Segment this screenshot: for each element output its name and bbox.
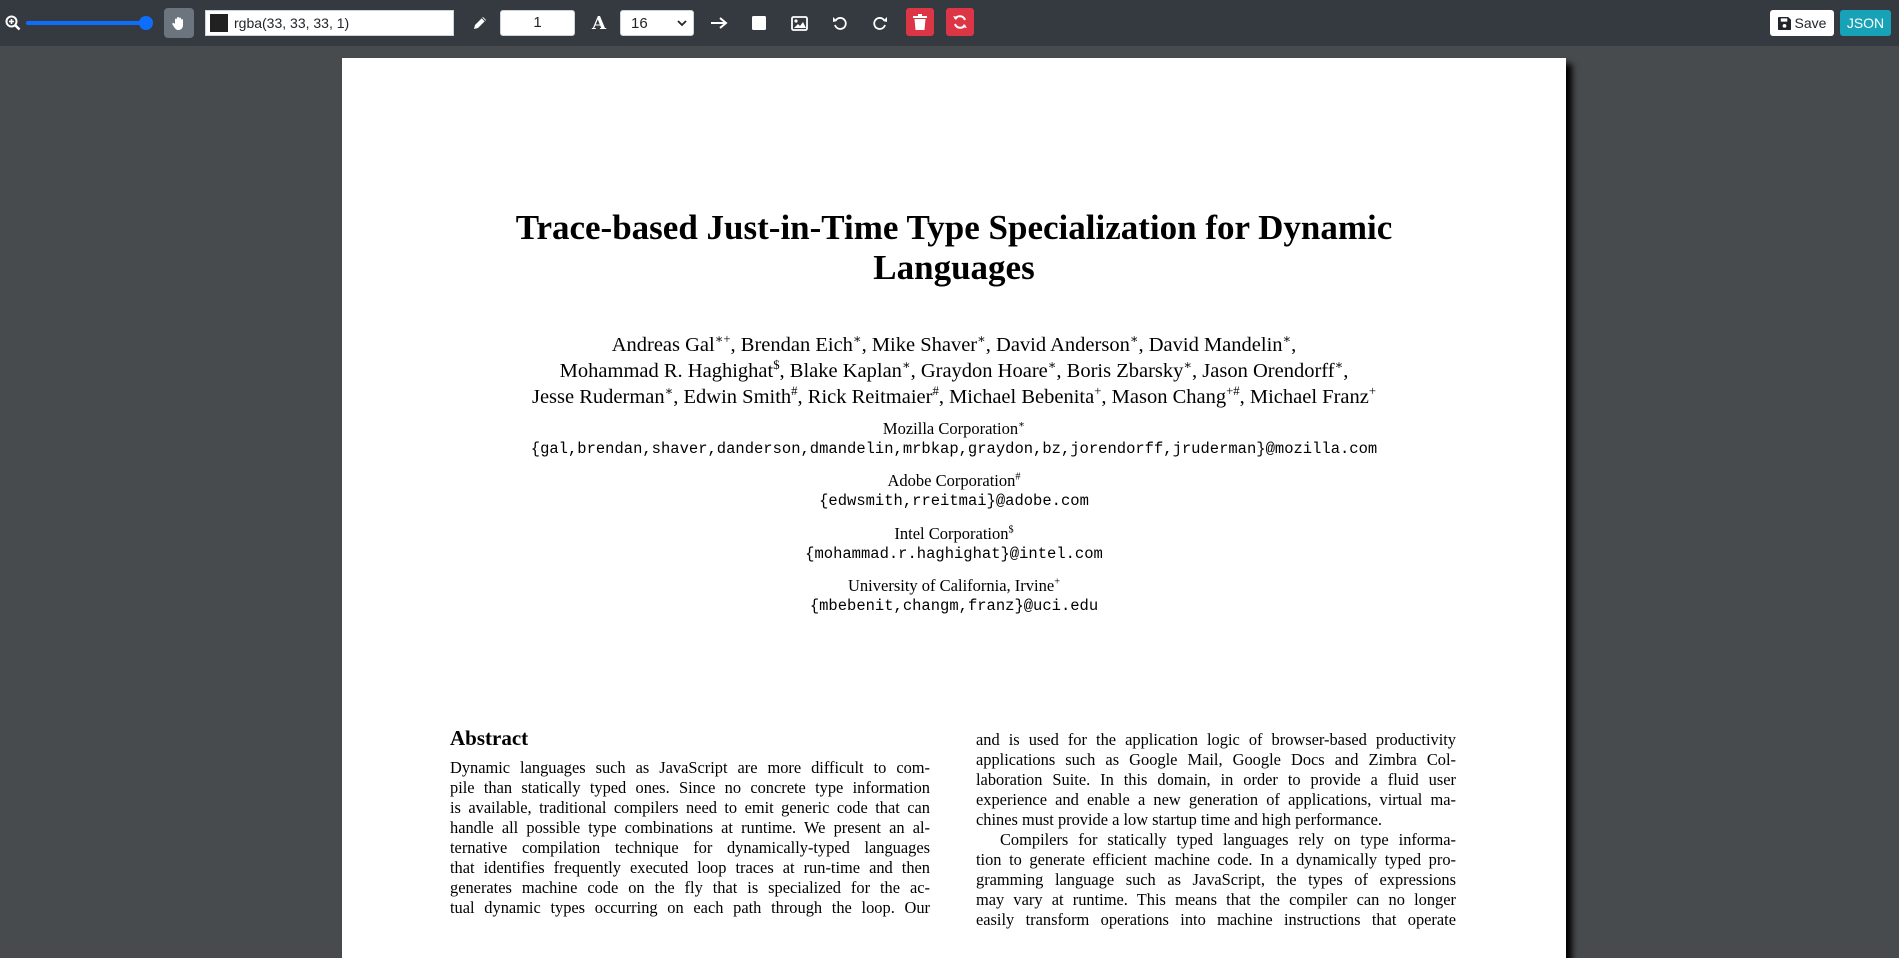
affiliation-uci <box>342 575 1566 617</box>
save-label: Save <box>1794 15 1827 31</box>
text-line: and is used for the application logic of browser-based productivity <box>976 730 1456 749</box>
save-icon <box>1778 17 1791 30</box>
text-line: laboration Suite. In this domain, in order to provide a fluid user <box>976 770 1456 789</box>
affiliation-email: {mohammad.r.haghighat}@intel.com <box>805 545 1103 563</box>
color-value: rgba(33, 33, 33, 1) <box>234 15 350 31</box>
author-separator: , <box>1101 386 1112 408</box>
color-input[interactable] <box>205 10 454 36</box>
author-list <box>342 332 1566 410</box>
affiliation-name: Mozilla Corporation <box>882 419 1019 438</box>
author-mark: ∗ <box>664 384 674 399</box>
author-mark: ∗ <box>1334 358 1344 373</box>
affiliation-name: Adobe Corporation <box>887 471 1016 490</box>
author-line <box>342 358 1566 384</box>
affiliation-name: Intel Corporation <box>894 524 1009 543</box>
affiliation-email: {mbebenit,changm,franz}@uci.edu <box>809 597 1099 615</box>
author-name: Jason Orendorff <box>1202 360 1335 382</box>
affiliation-adobe <box>342 470 1566 512</box>
author-name: Boris Zbarsky <box>1066 360 1184 382</box>
author-name: Mike Shaver <box>871 334 978 356</box>
json-button[interactable]: JSON <box>1840 10 1891 36</box>
author-mark: # <box>791 384 798 399</box>
author-name: Rick Reitmaier <box>807 386 933 408</box>
author-name: David Anderson <box>996 334 1130 356</box>
author-name: Blake Kaplan <box>789 360 902 382</box>
paper-title <box>342 208 1566 288</box>
square-icon[interactable] <box>748 0 770 46</box>
text-line: gramming language such as JavaScript, the types of expressions <box>976 870 1456 889</box>
author-separator: , <box>938 386 950 408</box>
paper-title-line: Languages <box>873 248 1035 287</box>
affiliation-mark: + <box>1054 576 1060 588</box>
color-swatch[interactable] <box>210 14 228 32</box>
author-mark: ∗ <box>1282 332 1292 347</box>
author-mark: $ <box>773 358 780 373</box>
author-separator: , <box>1239 386 1250 408</box>
abstract-text <box>450 758 930 918</box>
stroke-width-input[interactable]: 1 <box>500 10 575 36</box>
affiliation-name: University of California, Irvine <box>848 576 1055 595</box>
text-line: Dynamic languages such as JavaScript are more difficult to com- <box>450 758 930 777</box>
text-line: tual dynamic types occurring on each path through the loop. Our <box>450 898 930 917</box>
text-line: generates machine code on the fly that is specialized for the ac- <box>450 878 930 897</box>
chevron-down-icon <box>677 19 687 27</box>
author-separator: , <box>673 386 684 408</box>
introduction-text <box>976 730 1456 930</box>
author-name: Graydon Hoare <box>920 360 1048 382</box>
author-mark: ∗+ <box>714 332 731 347</box>
author-name: Michael Franz <box>1249 386 1369 408</box>
abstract-heading: Abstract <box>450 726 529 750</box>
text-line: easily transform operations into machine instructions that operate <box>976 910 1456 929</box>
text-line: experience and enable a new generation of applications, virtual ma- <box>976 790 1456 809</box>
text-line: ternative compilation technique for dynamically-typed languages <box>450 838 930 857</box>
author-name: Brendan Eich <box>740 334 853 356</box>
text-line: applications such as Google Mail, Google Docs and Zimbra Col- <box>976 750 1456 769</box>
redo-icon[interactable] <box>868 0 892 46</box>
font-size-value: 16 <box>631 14 648 32</box>
affiliation-mozilla <box>342 418 1566 460</box>
author-line <box>342 332 1566 358</box>
hand-icon <box>171 15 187 31</box>
author-separator: , <box>1138 334 1149 356</box>
author-separator: , <box>1056 360 1067 382</box>
author-separator: , <box>910 360 921 382</box>
author-mark: ∗ <box>1129 332 1139 347</box>
toolbar <box>0 0 1899 46</box>
text-line: pile than statically typed ones. Since no concrete type information <box>450 778 930 797</box>
author-name: Mohammad R. Haghighat <box>559 360 774 382</box>
text-line: tion to generate efficient machine code. In a dynamically typed pro- <box>976 850 1456 869</box>
text-line: Compilers for statically typed languages rely on type informa- <box>1000 830 1456 849</box>
pencil-icon[interactable] <box>469 0 491 46</box>
author-separator: , <box>1291 334 1297 356</box>
trash-icon <box>913 14 927 30</box>
author-mark: ∗ <box>1047 358 1057 373</box>
author-name: Andreas Gal <box>611 334 715 356</box>
font-size-select[interactable] <box>620 10 694 36</box>
font-icon[interactable]: A <box>592 12 606 34</box>
author-separator: , <box>779 360 790 382</box>
reset-button[interactable] <box>946 8 974 36</box>
author-separator: , <box>730 334 741 356</box>
image-icon[interactable] <box>788 0 810 46</box>
author-separator: , <box>861 334 872 356</box>
author-separator: , <box>1343 360 1349 382</box>
author-line <box>342 384 1566 410</box>
author-name: Mason Chang <box>1111 386 1227 408</box>
text-line: is available, traditional compilers need to emit generic code that can <box>450 798 930 817</box>
author-name: Michael Bebenita <box>949 386 1095 408</box>
affiliation-email: {gal,brendan,shaver,danderson,dmandelin,mrbkap,graydon,bz,jorendorff,jruderman}@mozilla.com <box>530 440 1378 458</box>
author-mark: ∗ <box>977 332 986 347</box>
save-button[interactable] <box>1770 10 1834 36</box>
author-separator: , <box>1192 360 1203 382</box>
text-line: handle all possible type combinations at runtime. We present an al- <box>450 818 930 837</box>
author-name: Jesse Ruderman <box>531 386 665 408</box>
author-separator: , <box>797 386 808 408</box>
zoom-in-icon[interactable] <box>3 0 23 46</box>
author-mark: + <box>1368 384 1377 399</box>
author-mark: +# <box>1226 384 1240 399</box>
author-mark: ∗ <box>852 332 862 347</box>
author-separator: , <box>985 334 997 356</box>
affiliation-email: {edwsmith,rreitmai}@adobe.com <box>819 492 1089 510</box>
document-page[interactable] <box>342 58 1566 958</box>
affiliation-mark: $ <box>1008 524 1014 536</box>
undo-icon[interactable] <box>828 0 852 46</box>
affiliation-mark: ∗ <box>1018 419 1026 431</box>
paper-title-line: Trace-based Just-in-Time Type Specialization for Dynamic <box>515 208 1393 247</box>
zoom-slider-track <box>26 21 148 25</box>
text-line: may vary at runtime. This means that the compiler can no longer <box>976 890 1456 909</box>
zoom-slider[interactable] <box>26 0 152 46</box>
author-name: David Mandelin <box>1148 334 1283 356</box>
author-name: Edwin Smith <box>683 386 792 408</box>
pan-tool-button[interactable] <box>164 8 194 38</box>
author-mark: ∗ <box>901 358 911 373</box>
refresh-icon <box>952 14 968 30</box>
text-line: chines must provide a low startup time and high performance. <box>976 810 1383 829</box>
affiliation-mark: # <box>1015 471 1021 483</box>
author-mark: ∗ <box>1183 358 1193 373</box>
affiliation-intel <box>342 523 1566 565</box>
delete-button[interactable] <box>906 8 934 36</box>
text-line: that identifies frequently executed loop traces at run-time and then <box>450 858 930 877</box>
author-mark: # <box>932 384 939 399</box>
author-mark: + <box>1094 384 1102 399</box>
zoom-slider-thumb[interactable] <box>139 16 153 30</box>
arrow-right-icon[interactable] <box>708 0 730 46</box>
